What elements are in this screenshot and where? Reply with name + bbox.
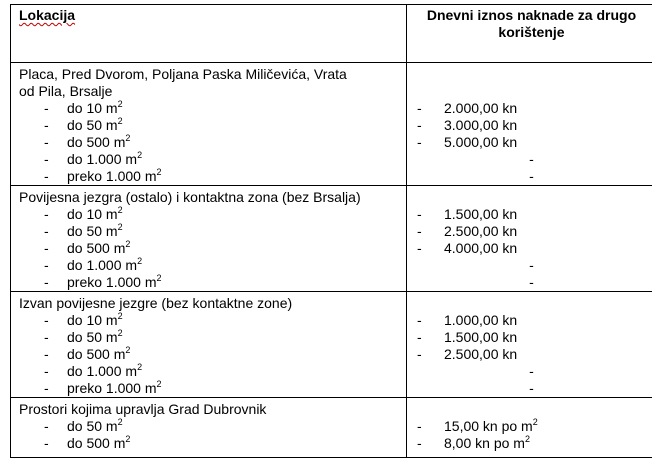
list-item: - do 10 $m^2$ bbox=[11, 206, 406, 223]
table-row bbox=[11, 398, 652, 458]
list-item: - preko 1.000 $m^2$ bbox=[11, 274, 406, 291]
list-item: - do 1.000 $m^2$ bbox=[11, 363, 406, 380]
section-title-line: Povijesna jezgra (ostalo) i kontaktna zona (bez Brsalja) bbox=[19, 189, 406, 206]
fee-item: - 4.000,00 kn bbox=[407, 240, 652, 257]
table-row bbox=[11, 63, 652, 186]
list-item: - do 1.000 $m^2$ bbox=[11, 151, 406, 168]
table-row bbox=[11, 292, 652, 398]
section-fee-cell bbox=[407, 186, 652, 292]
list-item: - do 10 $m^2$ bbox=[11, 312, 406, 329]
section-title bbox=[11, 63, 406, 100]
section-location-cell bbox=[11, 186, 407, 292]
fee-item: - 2.500,00 kn bbox=[407, 346, 652, 363]
header-fee-line1: Dnevni iznos naknade za drugo bbox=[411, 7, 652, 24]
header-location bbox=[11, 5, 407, 63]
section-title-line: Prostori kojima upravlja Grad Dubrovnik bbox=[19, 401, 406, 418]
list-item: - do 50 $m^2$ bbox=[11, 223, 406, 240]
list-item: - do 50 $m^2$ bbox=[11, 329, 406, 346]
section-fee-cell bbox=[407, 63, 652, 186]
header-fee bbox=[407, 5, 652, 63]
fee-item: - 8,00 kn po $m^2$ bbox=[407, 435, 652, 452]
section-location-cell bbox=[11, 292, 407, 398]
fee-item: - bbox=[407, 168, 652, 185]
fee-item: - 2.000,00 kn bbox=[407, 100, 652, 117]
header-fee-line2: korištenje bbox=[411, 24, 652, 41]
section-title-line: od Pila, Brsalje bbox=[19, 83, 406, 100]
fee-item: - bbox=[407, 274, 652, 291]
list-item: - preko 1.000 $m^2$ bbox=[11, 380, 406, 397]
section-location-cell bbox=[11, 398, 407, 458]
fee-item: - 1.500,00 kn bbox=[407, 329, 652, 346]
list-item: - preko 1.000 $m^2$ bbox=[11, 168, 406, 185]
fee-item: - bbox=[407, 363, 652, 380]
section-title-line: Placa, Pred Dvorom, Poljana Paska Miličevića, Vrata bbox=[19, 66, 406, 83]
section-location-cell bbox=[11, 63, 407, 186]
fee-item: - bbox=[407, 380, 652, 397]
fee-item: - 1.500,00 kn bbox=[407, 206, 652, 223]
section-title bbox=[11, 292, 406, 312]
list-item: - do 500 $m^2$ bbox=[11, 435, 406, 452]
list-item: - do 500 $m^2$ bbox=[11, 134, 406, 151]
list-item: - do 1.000 $m^2$ bbox=[11, 257, 406, 274]
header-location-text: Lokacija bbox=[19, 7, 75, 23]
fee-table bbox=[10, 4, 652, 458]
fee-item: - 3.000,00 kn bbox=[407, 117, 652, 134]
section-fee-cell bbox=[407, 292, 652, 398]
list-item: - do 50 $m^2$ bbox=[11, 418, 406, 435]
table-header-row bbox=[11, 5, 652, 63]
fee-item: - 1.000,00 kn bbox=[407, 312, 652, 329]
fee-item: - 2.500,00 kn bbox=[407, 223, 652, 240]
table-row bbox=[11, 186, 652, 292]
section-fee-cell bbox=[407, 398, 652, 458]
list-item: - do 50 $m^2$ bbox=[11, 117, 406, 134]
section-title bbox=[11, 186, 406, 206]
list-item: - do 500 $m^2$ bbox=[11, 240, 406, 257]
fee-item: - bbox=[407, 257, 652, 274]
section-title-line: Izvan povijesne jezgre (bez kontaktne zone) bbox=[19, 295, 406, 312]
list-item: - do 10 $m^2$ bbox=[11, 100, 406, 117]
list-item: - do 500 $m^2$ bbox=[11, 346, 406, 363]
fee-item: - 15,00 kn po $m^2$ bbox=[407, 418, 652, 435]
section-title bbox=[11, 398, 406, 418]
fee-item: - 5.000,00 kn bbox=[407, 134, 652, 151]
fee-item: - bbox=[407, 151, 652, 168]
